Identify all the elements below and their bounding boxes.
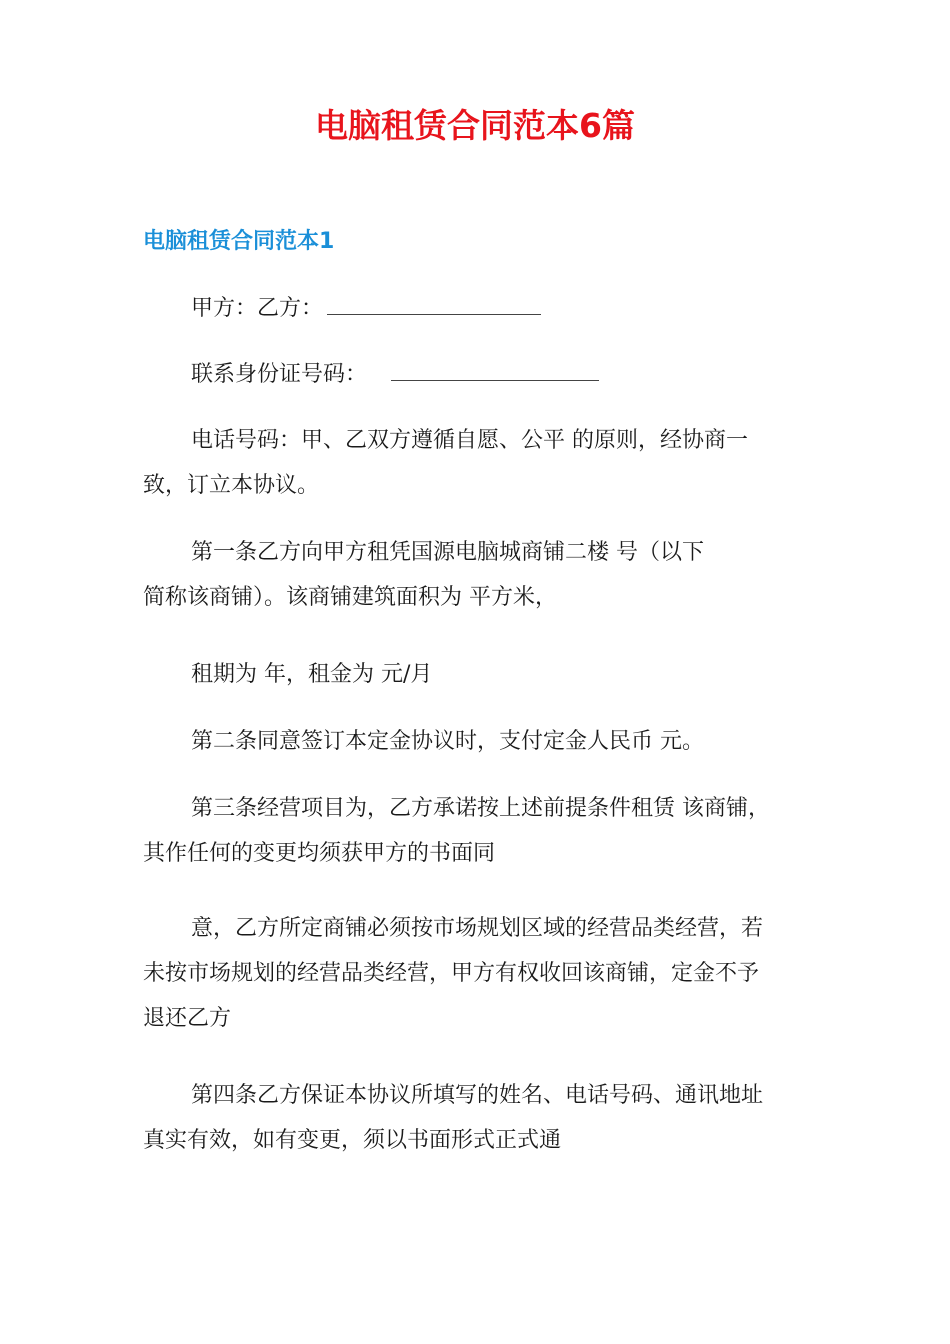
paragraph-line: 第二条同意签订本定金协议时，支付定金人民币 元。: [191, 729, 704, 754]
paragraph-parties: [143, 286, 823, 331]
paragraph-line: 致，订立本协议。: [143, 473, 320, 498]
paragraph-article-4: [143, 1073, 823, 1163]
paragraph-article-2: [143, 719, 823, 764]
paragraph-line: 电话号码：甲、乙双方遵循自愿、公平 的原则，经协商一: [191, 428, 748, 453]
paragraph-id-number: [143, 352, 823, 397]
section-heading: 电脑租赁合同范本1: [143, 229, 335, 254]
page-title: 电脑租赁合同范本6篇: [315, 106, 635, 145]
paragraph-line: 第四条乙方保证本协议所填写的姓名、电话号码、通讯地址: [191, 1083, 764, 1108]
id-number-label: 联系身份证号码：: [191, 362, 368, 387]
paragraph-line: 其作任何的变更均须获甲方的书面同: [143, 841, 496, 866]
paragraph-line: 简称该商铺）。该商铺建筑面积为 平方米，: [143, 585, 557, 610]
paragraph-line: 第三条经营项目为，乙方承诺按上述前提条件租赁 该商铺，: [191, 796, 770, 821]
paragraph-consent: [143, 906, 823, 1041]
paragraph-line: 未按市场规划的经营品类经营，甲方有权收回该商铺，定金不予: [143, 961, 760, 986]
paragraph-line: 真实有效，如有变更，须以书面形式正式通: [143, 1128, 562, 1153]
paragraph-phone: [143, 418, 823, 508]
parties-label: 甲方：乙方：: [191, 296, 324, 321]
paragraph-term: [143, 652, 823, 697]
party-b-blank-field[interactable]: [327, 288, 541, 315]
id-number-blank-field[interactable]: [391, 354, 599, 381]
paragraph-line: 租期为 年，租金为 元/月: [191, 662, 433, 687]
paragraph-article-3: [143, 786, 823, 876]
paragraph-line: 意，乙方所定商铺必须按市场规划区域的经营品类经营，若: [191, 916, 764, 941]
paragraph-article-1: [143, 530, 823, 620]
paragraph-line: 第一条乙方向甲方租凭国源电脑城商铺二楼 号（以下: [191, 540, 704, 565]
paragraph-line: 退还乙方: [143, 1006, 232, 1031]
